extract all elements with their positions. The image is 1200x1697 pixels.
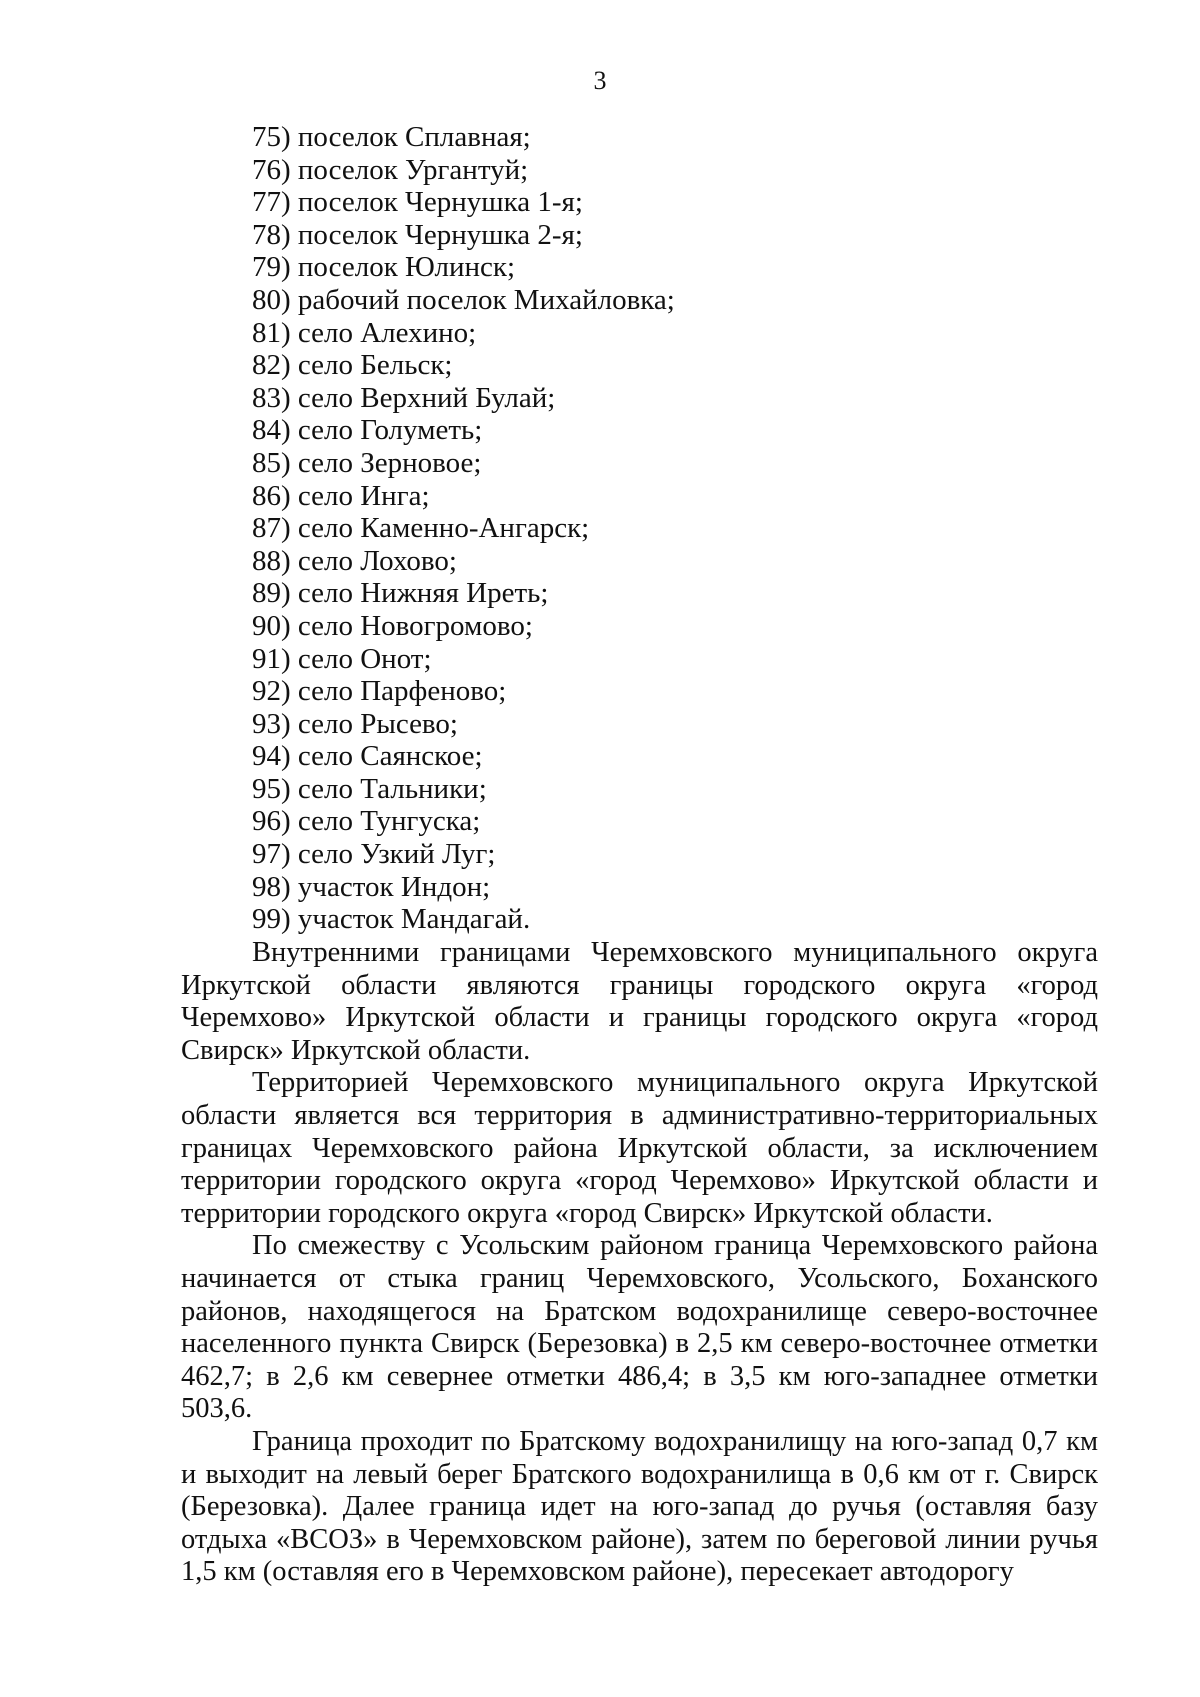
list-item: 83) село Верхний Булай; [252, 381, 556, 414]
list-item: 84) село Голуметь; [252, 414, 483, 447]
list-item: 75) поселок Сплавная; [252, 121, 531, 153]
list-item: 77) поселок Чернушка 1-я; [252, 186, 583, 219]
list-item: 82) село Бельск; [252, 349, 453, 382]
page-number: 3 [593, 66, 607, 95]
paragraph-territory: Территорией Черемховского муниципального округа Иркутской области является вся территория в административно-территориальных границах Черемховского района Иркутской области, за исключением территории городского округа «город Черемхово» Иркутской области и территории городского округа «город Свирск» Иркутской области. [181, 1067, 1098, 1229]
list-item: 89) село Нижняя Иреть; [252, 577, 549, 610]
list-item: 78) поселок Чернушка 2-я; [252, 218, 583, 251]
list-item: 76) поселок Ургантуй; [252, 153, 529, 186]
list-item: 90) село Новогромово; [252, 609, 533, 642]
list-item: 95) село Тальники; [252, 772, 487, 805]
body-text [181, 937, 1098, 1589]
list-item: 88) село Лохово; [252, 544, 457, 577]
settlement-list [252, 121, 675, 936]
paragraph-internal-borders: Внутренними границами Черемховского муниципального округа Иркутской области являются границы городского округа «город Черемхово» Иркутской области и границы городского округа «город Свирск» Иркутской области. [181, 937, 1098, 1066]
list-item: 97) село Узкий Луг; [252, 838, 496, 871]
paragraph-border-route: Граница проходит по Братскому водохранилищу на юго-запад 0,7 км и выходит на левый берег Братского водохранилища в 0,6 км от г. Свирск (Березовка). Далее граница идет на юго-запад до ручья (оставляя базу отдыха «ВСОЗ» в Черемховском районе), затем по береговой линии ручья 1,5 км (оставляя его в Черемховском районе), пересекает автодорогу [181, 1425, 1098, 1588]
list-item: 92) село Парфеново; [252, 675, 507, 708]
list-item: 96) село Тунгуска; [252, 805, 481, 838]
list-item: 79) поселок Юлинск; [252, 251, 516, 284]
list-item: 80) рабочий поселок Михайловка; [252, 283, 675, 316]
list-item: 81) село Алехино; [252, 316, 477, 349]
list-item: 85) село Зерновое; [252, 446, 482, 479]
list-item: 86) село Инга; [252, 479, 430, 512]
list-item: 98) участок Индон; [252, 870, 491, 903]
list-item: 94) село Саянское; [252, 740, 483, 773]
list-item: 87) село Каменно-Ангарск; [252, 512, 590, 545]
list-item: 91) село Онот; [252, 642, 432, 675]
list-item: 93) село Рысево; [252, 707, 458, 740]
list-item: 99) участок Мандагай. [252, 903, 531, 936]
paragraph-usolsky-border: По смежеству с Усольским районом граница Черемховского района начинается от стыка границ Черемховского, Усольского, Боханского районов, находящегося на Братском водохранилище северо-восточнее населенного пункта Свирск (Березовка) в 2,5 км северо-восточнее отметки 462,7; в 2,6 км севернее отметки 486,4; в 3,5 км юго-западнее отметки 503,6. [181, 1230, 1098, 1425]
